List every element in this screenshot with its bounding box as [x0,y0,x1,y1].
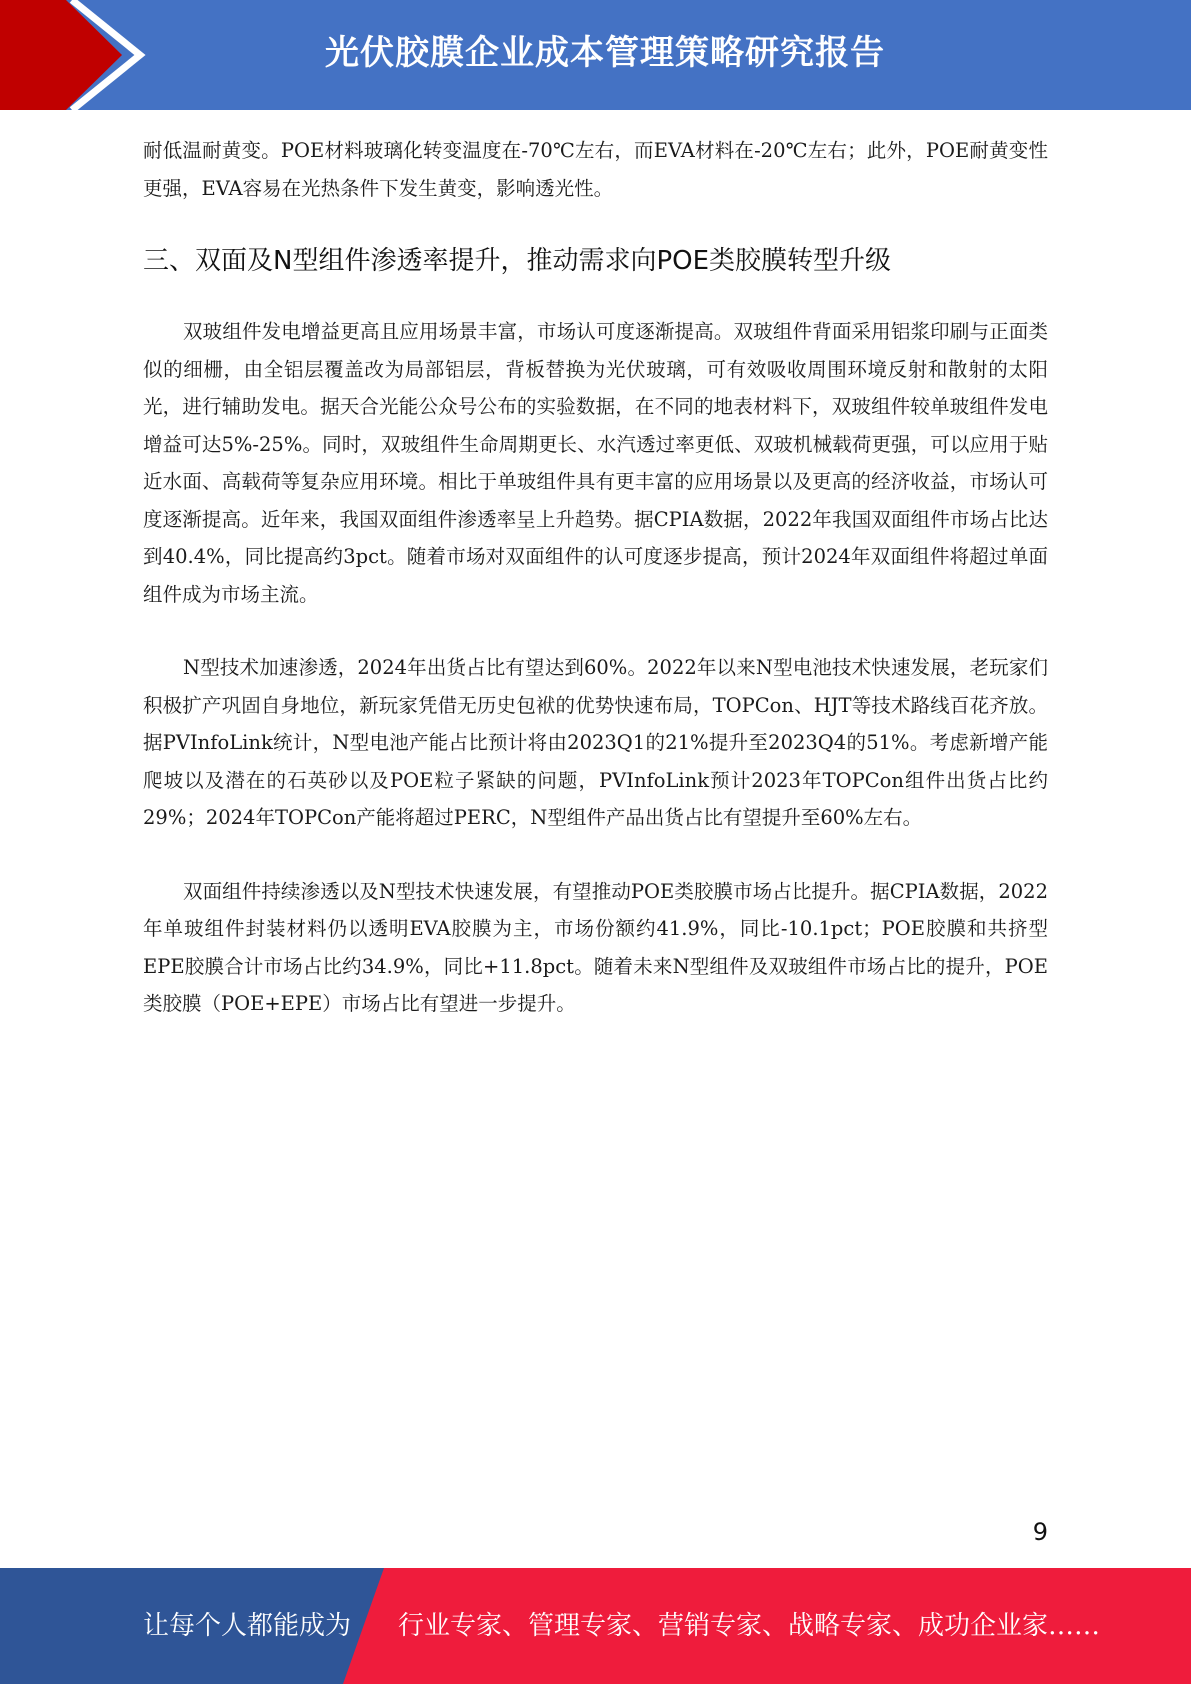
page-body [143,132,1048,1023]
body-paragraph: N型技术加速渗透，2024年出货占比有望达到60%。2022年以来N型电池技术快速发展，老玩家们积极扩产巩固自身地位，新玩家凭借无历史包袱的优势快速布局，TOPCon、HJT等技术路线百花齐放。据PVInfoLink统计，N型电池产能占比预计将由2023Q1的21%提升至2023Q4的51%。考虑新增产能爬坡以及潜在的石英砂以及POE粒子紧缺的问题，PVInfoLink预计2023年TOPCon组件出货占比约29%；2024年TOPCon产能将超过PERC，N型组件产品出货占比有望提升至60%左右。 [143,656,1048,829]
report-title: 光伏胶膜企业成本管理策略研究报告 [325,33,885,73]
body-paragraph: 双玻组件发电增益更高且应用场景丰富，市场认可度逐渐提高。双玻组件背面采用铝浆印刷与正面类似的细栅，由全铝层覆盖改为局部铝层，背板替换为光伏玻璃，可有效吸收周围环境反射和散射的太阳光，进行辅助发电。据天合光能公众号公布的实验数据，在不同的地表材料下，双玻组件较单玻组件发电增益可达5%-25%。同时，双玻组件生命周期更长、水汽透过率更低、双玻机械载荷更强，可以应用于贴近水面、高载荷等复杂应用环境。相比于单玻组件具有更丰富的应用场景以及更高的经济收益，市场认可度逐渐提高。近年来，我国双面组件渗透率呈上升趋势。据CPIA数据，2022年我国双面组件市场占比达到40.4%，同比提高约3pct。随着市场对双面组件的认可度逐步提高，预计2024年双面组件将超过单面组件成为市场主流。 [143,320,1048,606]
intro-paragraph: 耐低温耐黄变。POE材料玻璃化转变温度在-70℃左右，而EVA材料在-20℃左右；此外，POE耐黄变性更强，EVA容易在光热条件下发生黄变，影响透光性。 [143,139,1048,200]
section-heading: 三、双面及N型组件渗透率提升，推动需求向POE类胶膜转型升级 [143,246,892,276]
footer-slogan-left: 让每个人都能成为 [143,1611,352,1641]
page-number: 9 [1032,1518,1048,1546]
footer-slogan-right: 行业专家、管理专家、营销专家、战略专家、成功企业家…… [398,1611,1101,1641]
body-paragraph: 双面组件持续渗透以及N型技术快速发展，有望推动POE类胶膜市场占比提升。据CPIA数据，2022年单玻组件封装材料仍以透明EVA胶膜为主，市场份额约41.9%，同比-10.1pct；POE胶膜和共挤型EPE胶膜合计市场占比约34.9%，同比+11.8pct。随着未来N型组件及双玻组件市场占比的提升，POE类胶膜（POE+EPE）市场占比有望进一步提升。 [143,879,1048,1015]
page-footer [0,1568,1191,1684]
page-header [0,0,1191,110]
